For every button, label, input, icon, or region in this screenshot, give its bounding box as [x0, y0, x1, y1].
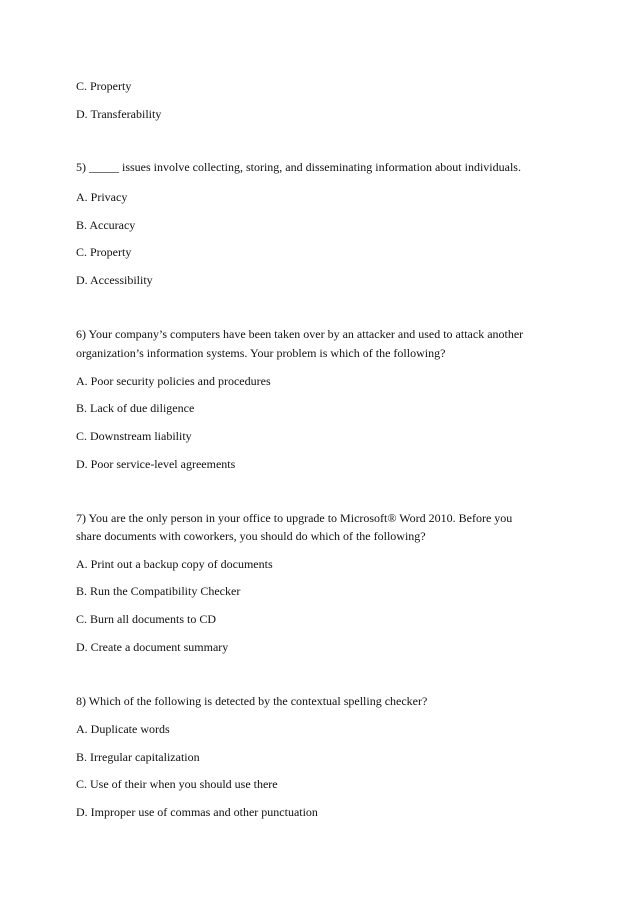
- q6-stem-line1: 6) Your company’s computers have been taken over by an attacker and used to attack another: [76, 327, 524, 341]
- q6-option-b: B. Lack of due diligence: [76, 401, 195, 415]
- q8-option-d: D. Improper use of commas and other punctuation: [76, 805, 318, 819]
- q5-stem: 5) _____ issues involve collecting, storing, and disseminating information about individuals.: [76, 160, 521, 174]
- q7-option-c: C. Burn all documents to CD: [76, 612, 216, 626]
- q7-option-b: B. Run the Compatibility Checker: [76, 584, 241, 598]
- prev-option-d: D. Transferability: [76, 107, 162, 121]
- prev-option-c: C. Property: [76, 79, 132, 93]
- q5-option-c: C. Property: [76, 245, 132, 259]
- q6-stem-line2: organization’s information systems. Your problem is which of the following?: [76, 346, 446, 360]
- q7-stem-line1: 7) You are the only person in your office to upgrade to Microsoft® Word 2010. Before you: [76, 511, 513, 525]
- q7-option-a: A. Print out a backup copy of documents: [76, 557, 273, 571]
- q8-option-a: A. Duplicate words: [76, 722, 170, 736]
- q6-option-a: A. Poor security policies and procedures: [76, 374, 271, 388]
- q5-option-a: A. Privacy: [76, 190, 128, 204]
- q8-stem: 8) Which of the following is detected by the contextual spelling checker?: [76, 694, 428, 708]
- q7-option-d: D. Create a document summary: [76, 640, 229, 654]
- q8-option-c: C. Use of their when you should use there: [76, 777, 278, 791]
- q7-stem-line2: share documents with coworkers, you should do which of the following?: [76, 529, 426, 543]
- q6-option-d: D. Poor service-level agreements: [76, 457, 236, 471]
- q5-option-d: D. Accessibility: [76, 273, 153, 287]
- q8-option-b: B. Irregular capitalization: [76, 750, 200, 764]
- q6-option-c: C. Downstream liability: [76, 429, 192, 443]
- q5-option-b: B. Accuracy: [76, 218, 136, 232]
